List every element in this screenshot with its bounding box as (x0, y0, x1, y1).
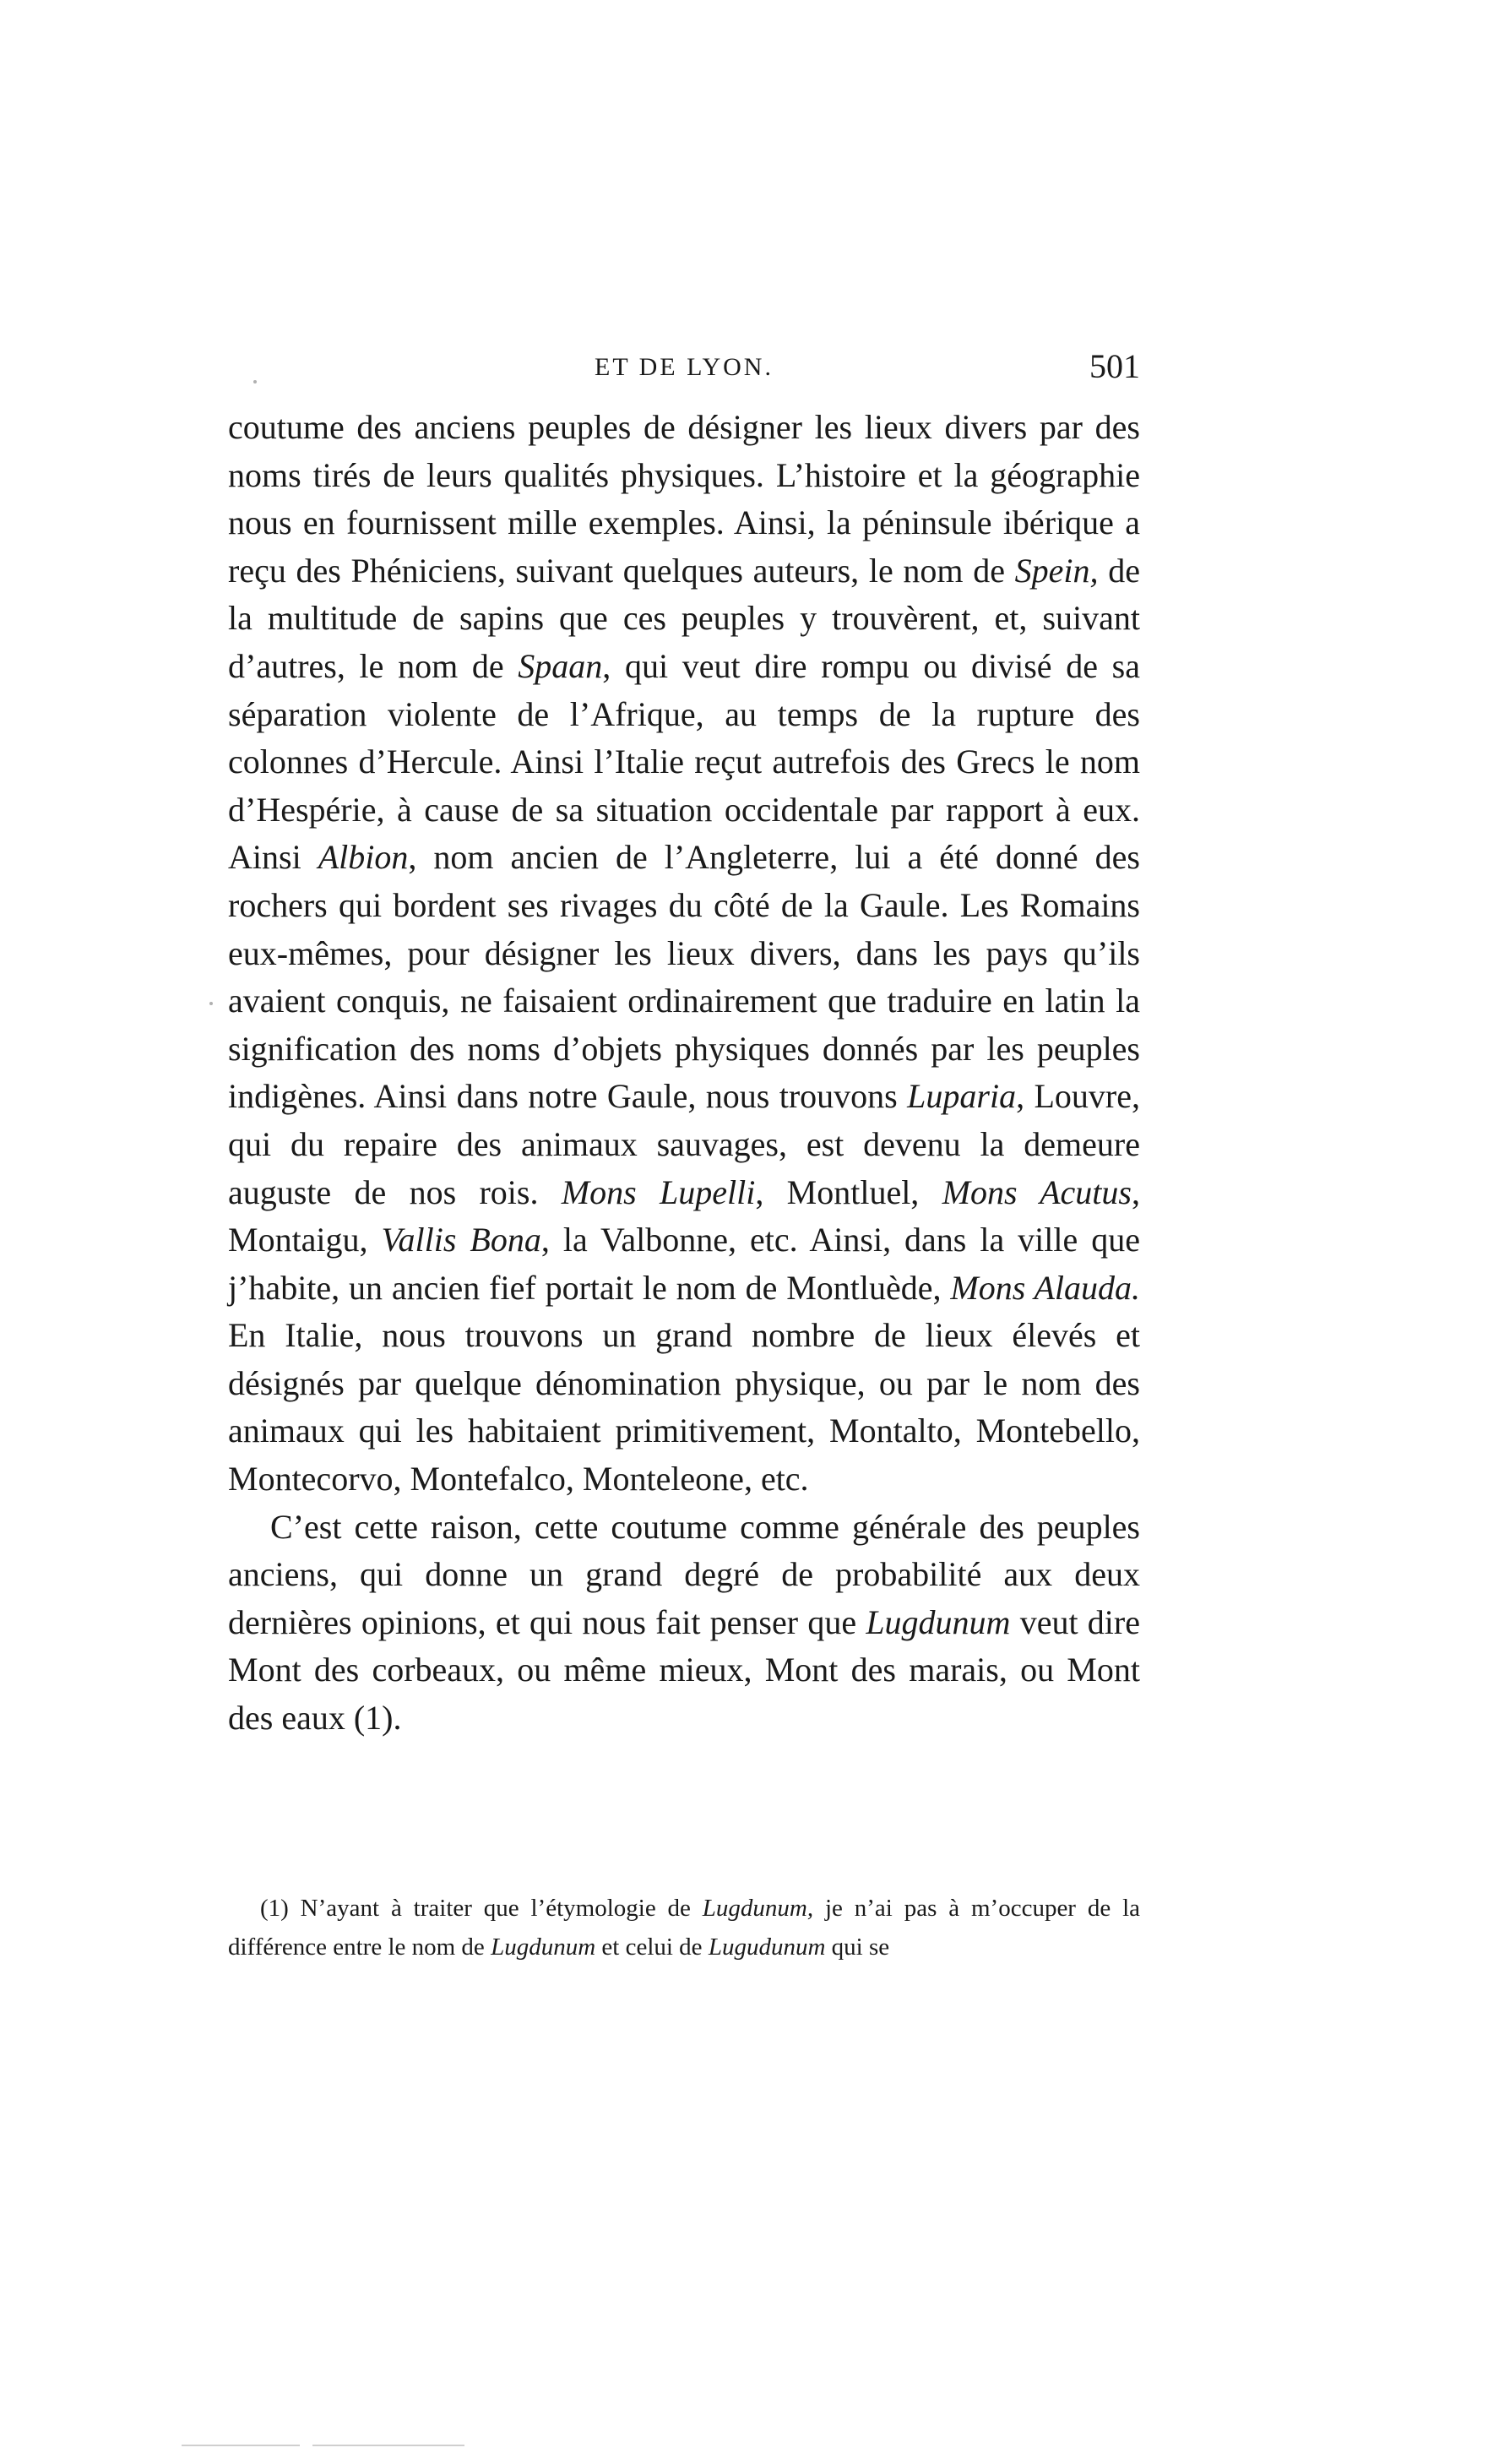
bottom-scan-edge (312, 2445, 464, 2446)
running-title: ET DE LYON. (595, 353, 774, 381)
italic-term: Albion (318, 838, 409, 877)
text-run: , la Valbonne, etc. Ainsi, dans la ville que j’habite, un ancien fief portait le nom de Montluède, (228, 1221, 1141, 1307)
text-run: coutume des anciens peuples de désigner les lieux divers par des noms tirés de leurs qualités physiques. L’histoire et la géographie nous en fournissent mille exemples. Ainsi, la péninsule ibérique a reçu des Phéniciens, suivant quelques auteurs, le nom de (228, 408, 1140, 590)
paragraph-2 (228, 1504, 1140, 1743)
text-run: , Montluel, (755, 1172, 942, 1211)
footnote (228, 1889, 1140, 1966)
margin-mark (253, 380, 257, 383)
text-run: , qui veut dire rompu ou divisé de sa séparation violente de l’Afrique, au temps de la rupture des colonnes d’Hercule. Ainsi l’Italie reçut autrefois des Grecs le nom d’Hespérie, à cause de sa situation occidentale par rapport à eux. Ainsi (228, 646, 1140, 877)
italic-term: Mons Acutus (942, 1172, 1132, 1211)
bottom-scan-edge (182, 2445, 300, 2446)
italic-term: Mons Lupelli (561, 1172, 756, 1211)
italic-term: Lugudunum (708, 1934, 826, 1961)
text-run: je n’ai pas à m’occuper de la différence entre le nom de (228, 1895, 1140, 1961)
text-run: veut dire Mont des corbeaux, ou même mieux, Mont des marais, ou Mont des eaux (1). (228, 1602, 1140, 1738)
text-run: En Italie, nous trouvons un grand nombre de lieux élevés et désignés par quelque dénomination physique, ou par le nom des animaux qui les habitaient primitivement, Montalto, Montebello, Montecorvo, Montefalco, Monteleone, etc. (228, 1316, 1140, 1499)
italic-term: Lugdunum (491, 1934, 596, 1961)
margin-mark (209, 1002, 213, 1005)
italic-term: Spein, (1014, 551, 1099, 590)
body-text (228, 404, 1140, 1743)
page-number: 501 (1089, 347, 1140, 385)
italic-term: Lugdunum, (702, 1895, 814, 1922)
paragraph-1 (228, 404, 1140, 1504)
text-run: C’est cette raison, cette coutume comme générale des peuples anciens, qui donne un grand degré de probabilité aux deux dernières opinions, et qui nous fait penser que (228, 1507, 1140, 1641)
text-run: (1) N’ayant à traiter que l’étymologie de (260, 1895, 703, 1922)
text-run: , Montaigu, (228, 1172, 1140, 1259)
italic-term: Mons Alauda. (950, 1268, 1140, 1307)
italic-term: Vallis Bona (381, 1221, 541, 1259)
footnote-text (228, 1889, 1140, 1966)
text-run: , Louvre, qui du repaire des animaux sauvages, est devenu la demeure auguste de nos rois. (228, 1077, 1140, 1211)
text-run: de la multitude de sapins que ces peuples y trouvèrent, et, suivant d’autres, le nom de (228, 551, 1140, 685)
italic-term: Luparia (907, 1077, 1017, 1116)
text-run: qui se (825, 1934, 890, 1961)
running-head (228, 346, 1140, 397)
text-run: et celui de (595, 1934, 709, 1961)
italic-term: Lugdunum (866, 1602, 1011, 1641)
italic-term: Spaan (518, 646, 603, 685)
text-run: , nom ancien de l’Angleterre, lui a été donné des rochers qui bordent ses rivages du côté de la Gaule. Les Romains eux-mêmes, pour désigner les lieux divers, dans les pays qu’ils avaient conquis, ne faisaient ordinairement que traduire en latin la signification des noms d’objets physiques donnés par les peuples indigènes. Ainsi dans notre Gaule, nous trouvons (228, 838, 1140, 1116)
